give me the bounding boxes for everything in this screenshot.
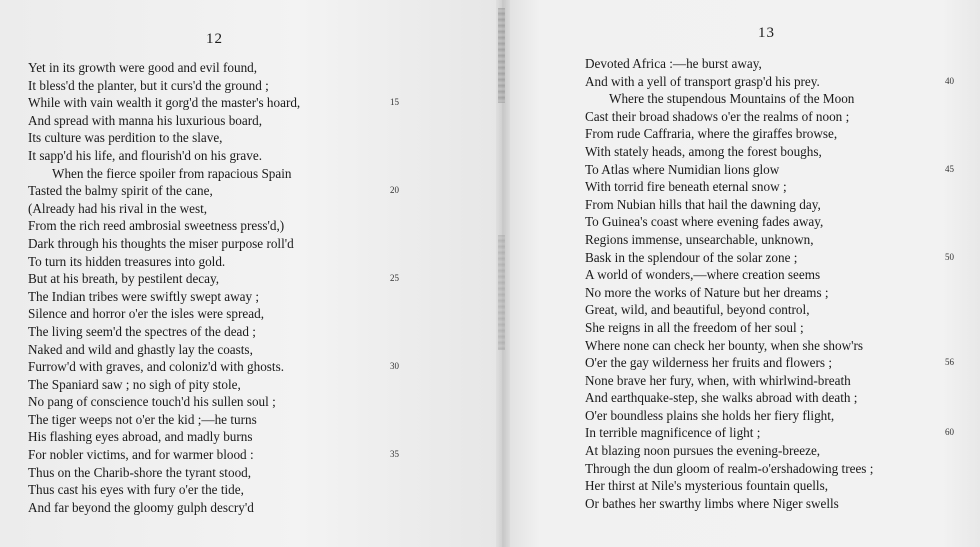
poem-line	[585, 354, 975, 372]
poem-line	[585, 301, 975, 319]
poem-line	[585, 73, 975, 91]
poem-line	[28, 270, 428, 288]
poem-line	[28, 323, 428, 341]
poem-line	[585, 178, 975, 196]
line-number: 40	[945, 75, 954, 86]
poem-line	[585, 372, 975, 390]
poem-line	[28, 253, 428, 271]
poem-line	[585, 108, 975, 126]
poem-line-text: And with a yell of transport grasp'd his prey.	[585, 73, 820, 89]
poem-line-text: O'er the gay wilderness her fruits and flowers ;	[585, 355, 833, 371]
poem-lines	[585, 55, 975, 512]
poem-line-text: Bask in the splendour of the solar zone ;	[585, 249, 798, 265]
line-number: 30	[390, 361, 399, 372]
poem-line	[585, 213, 975, 231]
poem-line	[585, 249, 975, 267]
poem-line	[28, 165, 428, 183]
poem-line	[28, 288, 428, 306]
line-number: 20	[390, 185, 399, 196]
poem-line	[585, 424, 975, 442]
poem-line-text: Regions immense, unsearchable, unknown,	[585, 231, 814, 247]
poem-line-text: She reigns in all the freedom of her soul ;	[585, 319, 804, 335]
poem-line	[28, 129, 428, 147]
gutter-shadow	[498, 8, 505, 103]
poem-line-text: Or bathes her swarthy limbs where Niger swells	[585, 495, 839, 511]
poem-line-text: At blazing noon pursues the evening-breeze,	[585, 443, 821, 459]
poem-line	[585, 266, 975, 284]
poem-line-text: Thus on the Charib-shore the tyrant stood,	[28, 464, 252, 480]
poem-line	[28, 77, 428, 95]
poem-line	[585, 407, 975, 425]
poem-line-text: From the rich reed ambrosial sweetness press'd,)	[28, 218, 285, 234]
poem-line-text: It bless'd the planter, but it curs'd the ground ;	[28, 77, 269, 93]
poem-line	[585, 442, 975, 460]
poem-line	[585, 90, 975, 108]
line-number: 56	[945, 357, 954, 368]
poem-line-text: Furrow'd with graves, and coloniz'd with ghosts.	[28, 359, 285, 375]
poem-line-text: Thus cast his eyes with fury o'er the tide,	[28, 482, 244, 498]
poem-line-text: Where none can check her bounty, when she show'rs	[585, 337, 863, 353]
poem-line	[28, 235, 428, 253]
poem-line-text: And far beyond the gloomy gulph descry'd	[28, 499, 254, 515]
poem-line-text: From Nubian hills that hail the dawning day,	[585, 196, 821, 212]
poem-line-text: When the fierce spoiler from rapacious Spain	[52, 165, 292, 181]
line-number: 45	[945, 163, 954, 174]
poem-line	[28, 481, 428, 499]
poem-line-text: Her thirst at Nile's mysterious fountain quells,	[585, 478, 829, 494]
page-number: 13	[758, 25, 775, 41]
poem-line	[28, 499, 428, 517]
poem-line	[28, 446, 428, 464]
poem-line-text: In terrible magnificence of light ;	[585, 425, 761, 441]
poem-line-text: No more the works of Nature but her dreams ;	[585, 284, 829, 300]
poem-line	[28, 341, 428, 359]
poem-line-text: None brave her fury, when, with whirlwind-breath	[585, 372, 851, 388]
poem-line-text: With stately heads, among the forest boughs,	[585, 143, 822, 159]
poem-line	[585, 161, 975, 179]
poem-line	[28, 147, 428, 165]
poem-line-text: Naked and wild and ghastly lay the coasts,	[28, 341, 253, 357]
poem-line-text: A world of wonders,—where creation seems	[585, 267, 821, 283]
poem-lines	[28, 59, 428, 516]
poem-line	[585, 55, 975, 73]
poem-line-text: O'er boundless plains she holds her fiery flight,	[585, 407, 835, 423]
poem-line-text: Great, wild, and beautiful, beyond control,	[585, 302, 810, 318]
poem-line	[585, 337, 975, 355]
page-number: 12	[206, 31, 223, 47]
poem-line-text: Devoted Africa :—he burst away,	[585, 56, 762, 71]
poem-line	[28, 217, 428, 235]
poem-line-text: Yet in its growth were good and evil found,	[28, 60, 258, 75]
poem-line	[585, 389, 975, 407]
poem-line-text: The Indian tribes were swiftly swept away ;	[28, 288, 260, 304]
poem-line	[28, 464, 428, 482]
poem-line-text: His flashing eyes abroad, and madly burns	[28, 429, 253, 445]
poem-line	[585, 284, 975, 302]
poem-line	[585, 196, 975, 214]
poem-line-text: To Atlas where Numidian lions glow	[585, 161, 780, 177]
poem-line-text: From rude Caffraria, where the giraffes browse,	[585, 126, 838, 142]
poem-line	[28, 358, 428, 376]
poem-line-text: With torrid fire beneath eternal snow ;	[585, 179, 787, 195]
poem-line	[28, 59, 428, 77]
poem-line-text: To turn its hidden treasures into gold.	[28, 253, 226, 269]
right-page	[502, 0, 980, 547]
line-number: 15	[390, 97, 399, 108]
poem-line-text: Where the stupendous Mountains of the Moon	[609, 91, 855, 107]
poem-line-text: The tiger weeps not o'er the kid ;—he turns	[28, 411, 257, 427]
poem-line-text: No pang of conscience touch'd his sullen soul ;	[28, 394, 276, 410]
poem-line	[28, 305, 428, 323]
line-number: 50	[945, 251, 954, 262]
poem-line	[28, 376, 428, 394]
poem-line	[28, 428, 428, 446]
poem-line	[28, 393, 428, 411]
poem-line	[585, 143, 975, 161]
poem-line-text: It sapp'd his life, and flourish'd on his grave.	[28, 147, 263, 163]
line-number: 35	[390, 449, 399, 460]
poem-line	[585, 460, 975, 478]
poem-line	[585, 125, 975, 143]
poem-line	[28, 94, 428, 112]
poem-line	[28, 200, 428, 218]
poem-line	[585, 495, 975, 513]
poem-line-text: The living seem'd the spectres of the dead ;	[28, 323, 256, 339]
poem-line-text: Cast their broad shadows o'er the realms of noon ;	[585, 108, 850, 124]
poem-line	[28, 411, 428, 429]
poem-line-text: For nobler victims, and for warmer blood :	[28, 447, 254, 463]
poem-line-text: To Guinea's coast where evening fades away,	[585, 214, 824, 230]
poem-line-text: Its culture was perdition to the slave,	[28, 130, 223, 146]
poem-line-text: While with vain wealth it gorg'd the master's hoard,	[28, 95, 301, 111]
poem-line	[585, 477, 975, 495]
line-number: 60	[945, 427, 954, 438]
poem-line-text: And spread with manna his luxurious board,	[28, 112, 263, 128]
poem-line-text: (Already had his rival in the west,	[28, 200, 208, 216]
poem-line-text: Through the dun gloom of realm-o'ershadowing trees ;	[585, 460, 874, 476]
line-number: 25	[390, 273, 399, 284]
poem-line-text: Tasted the balmy spirit of the cane,	[28, 183, 213, 199]
poem-line-text: But at his breath, by pestilent decay,	[28, 271, 220, 287]
poem-line	[585, 319, 975, 337]
poem-line-text: And earthquake-step, she walks abroad with death ;	[585, 390, 858, 406]
poem-line-text: The Spaniard saw ; no sigh of pity stole,	[28, 376, 241, 392]
gutter-shadow	[498, 235, 505, 350]
poem-line	[28, 112, 428, 130]
poem-line-text: Silence and horror o'er the isles were spread,	[28, 306, 264, 322]
poem-line	[28, 182, 428, 200]
poem-line	[585, 231, 975, 249]
poem-line-text: Dark through his thoughts the miser purpose roll'd	[28, 235, 294, 251]
